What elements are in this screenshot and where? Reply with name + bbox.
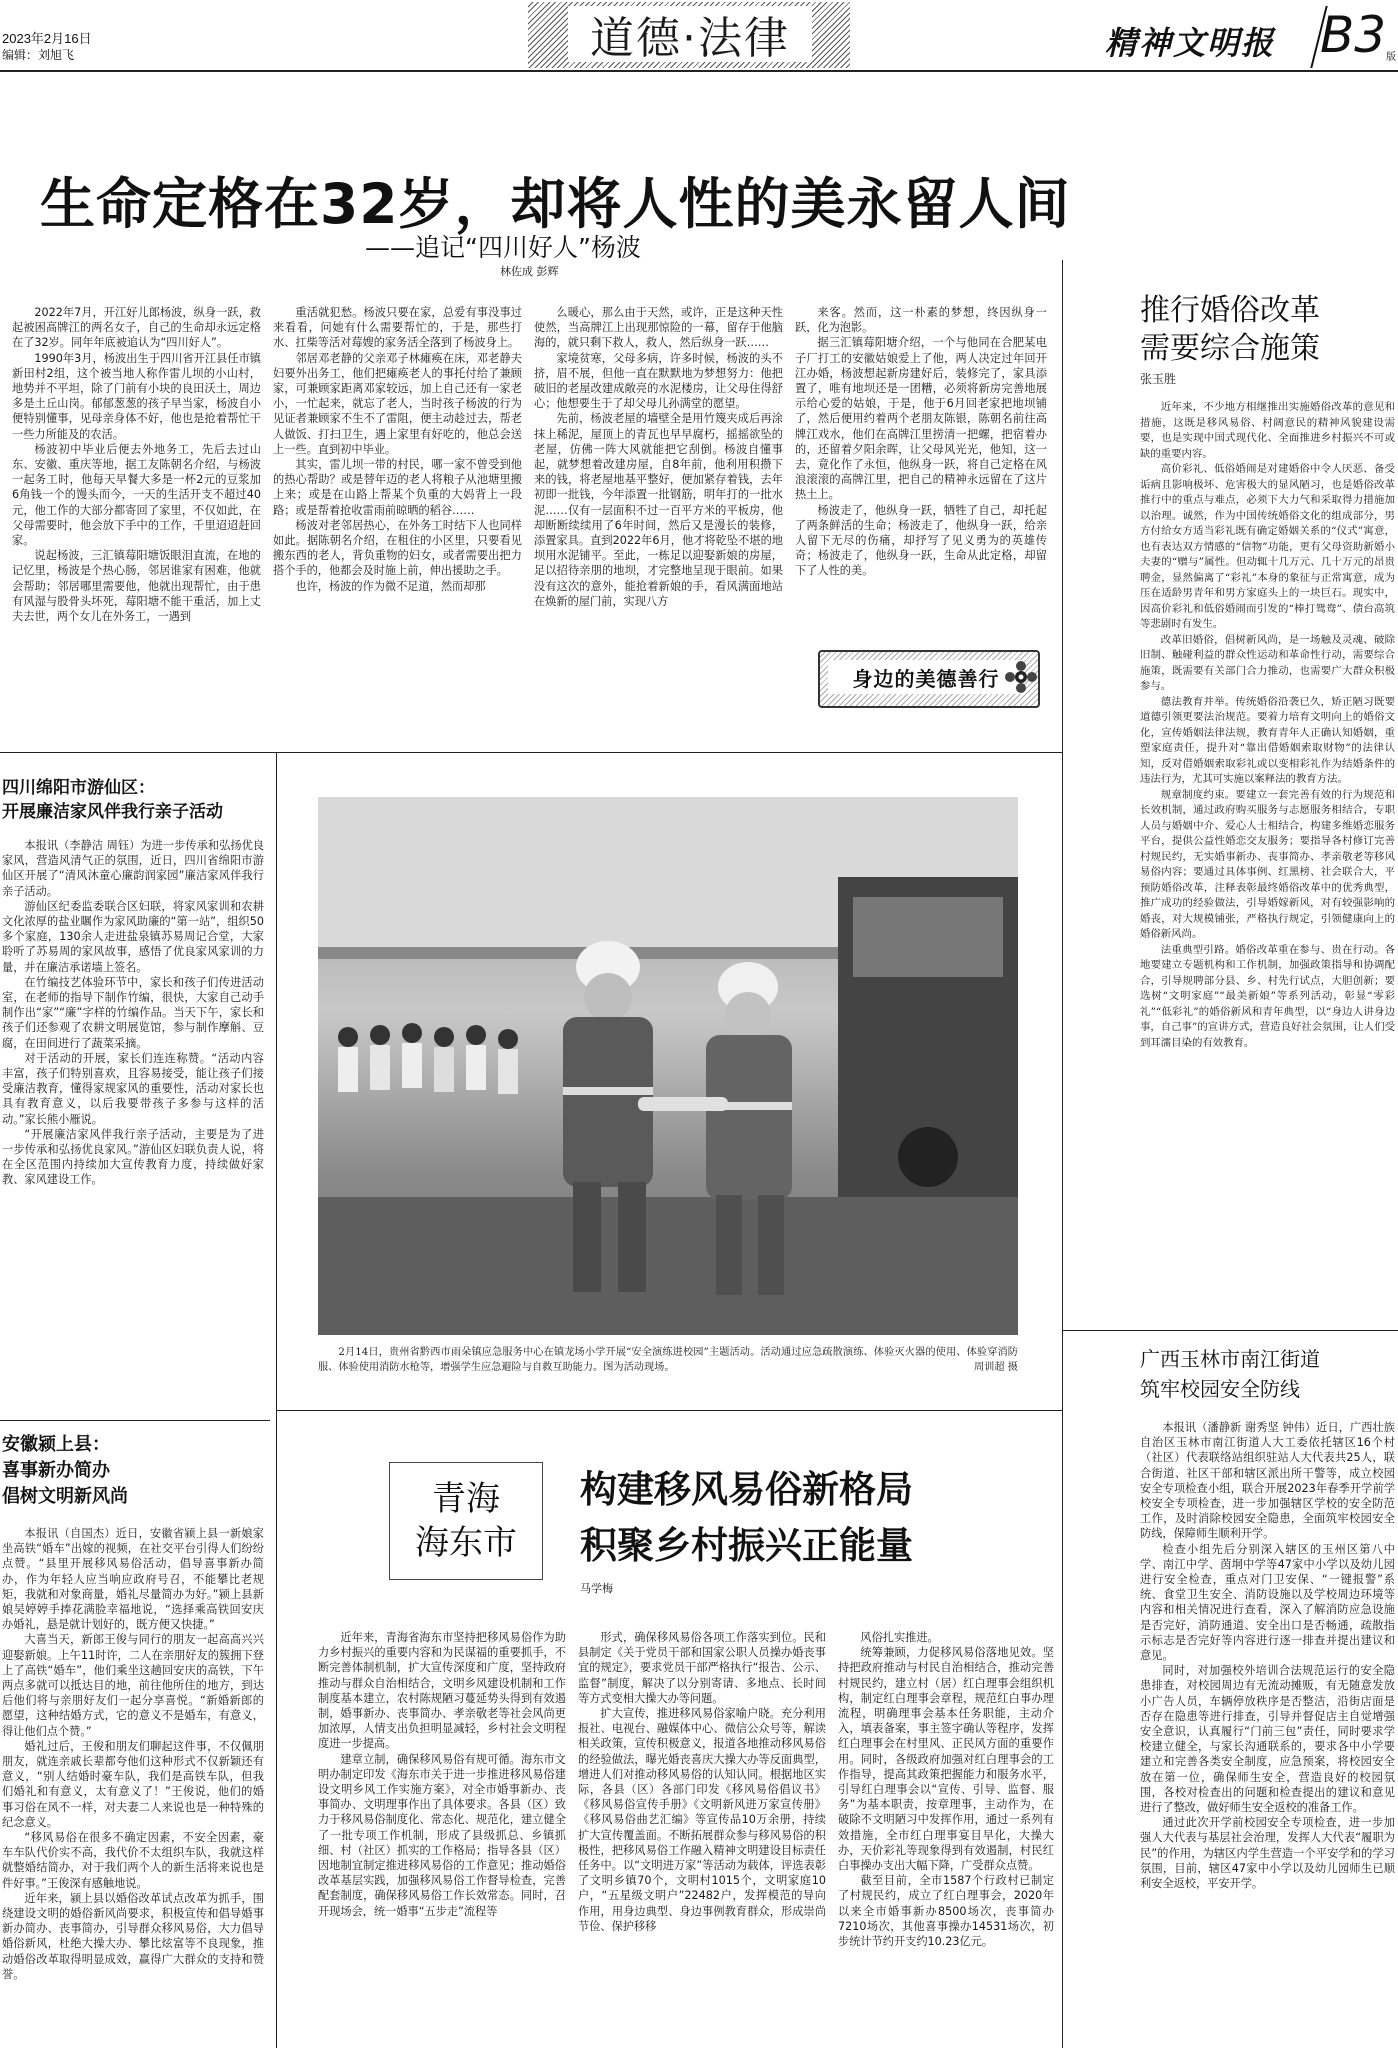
paragraph: 近年来，青海省海东市坚持把移风易俗作为助力乡村振兴的重要内容和为民谋福的重要抓手，不断完善体制机制，扩大宣传深度和广度，坚持政府推动与群众自治相结合，文明乡风建设机制和工作制度基本建立，农村陈规陋习蔓延势头得到有效遏制，婚事新办、丧事简办、孝亲敬老等社会风尚更加浓厚，人情支出负担明显减轻，乡村社会文明程度进一步提高。 [318,1631,566,1751]
issue-date: 2023年2月16日 [2,31,92,46]
main-story-col1 [12,305,261,725]
paragraph: “移风易俗在很多不确定因素，不安全因素，豪车车队代价实不高，我代价不太组织车队，我就这样就整婚结简办，对于我们两个人的新生活将来说也是件好事。”王俊深有感触地说。 [2,1831,264,1890]
paragraph: 么暖心，那么由于天然，或许，正是这种天性使然，当高牌江上出现那惊险的一幕，留存于他脑海的，就只剩下救人，救人，然后纵身一跃…… [534,306,783,350]
left-story1-body [2,838,264,1403]
column-rule-guangxi [1062,1330,1063,2048]
main-byline: 林佐成 彭辉 [500,265,559,278]
qinghai-title-line2: 积聚乡村振兴正能量 [580,1524,913,1567]
qinghai-title [580,1462,1030,1574]
paragraph: 通过此次开学前校园安全专项检查，进一步加强人大代表与基层社会治理，发挥人大代表“履职为民”的作用，为辖区内学生营造一个平安学和的学习氛围，目前，辖区47家中小学以及幼儿园师生已顺利安全返校，平安开学。 [1140,1816,1395,1891]
paragraph: 先前，杨波老屋的墙壁全是用竹篾夹成后再涂抹上稀泥，屋顶上的青瓦也早早腐朽，摇摇欲坠的老屋，仿佛一阵大风就能把它刮倒。杨波自懂事起，就梦想着改建房屋，自8年前，他利用积攒下来的钱，将老屋地基平整好，便加紧存着钱，去年初即一批钱，今年添置一批钢筋，明年打的一批水泥……仅有一层面积不过一百平方米的平板房，他却断断续续用了6年时间，然后又是漫长的装修，添置家具。直到2022年6月，他才将乾坠不堪的地坝用水泥铺平。至此，一栋足以迎娶新娘的房屋，足以招待亲朋的地坝，才完整地呈现于眼前。如果没有这次的意外，能抢着新娘的手，看风满面地站在焕新的屋门前，实现八方 [534,412,783,608]
header-rule [0,70,1398,72]
paragraph: 婚礼过后，王俊和朋友们聊起这件事，不仅佩朋朋友，就连亲戚长辈都夸他们这种形式不仅新颖还有意义，“别人结婚时豪车队，我们是高铁车队，但我们婚礼和有意义，太有意义了！”王俊说，他们的婚事习俗在风不一样，对夫妻二人来说也是一种特殊的纪念意义。 [2,1739,264,1829]
paragraph: 对于活动的开展，家长们连连称赞。“活动内容丰富，孩子们特别喜欢，且容易接受，能让孩子们接受廉洁教育，懂得家规家风的重要性，活动对家长也具有教育意义，以后我要带孩子多参与这样的活动。”家长熊小雁说。 [2,1051,264,1126]
paragraph: 杨波走了，他纵身一跃，牺牲了自己，却托起了两条鲜活的生命；杨波走了，他纵身一跃，给亲人留下无尽的伤痛，却抒写了见义勇为的英雄传奇；杨波走了，他纵身一跃，生命从此定格，却留下了人性的美。 [795,503,1047,578]
paragraph: 德法教育并举。传统婚俗沿袭已久，矫正陋习既要道德引领更要法治规范。要着力培育文明向上的婚俗文化，宣传婚姻法律法规，教育青年人正确认知婚姻，重塑家庭责任，提升对“靠出借婚姻索取财物”的法律认知，反对借婚姻索取彩礼或以变相彩礼作为结婚条件的违法行为，尤其可实施以案释法的教育方法。 [1140,695,1395,785]
caption-text [318,1345,1018,1375]
moral-label-banner [818,650,1040,708]
page-suffix: 版 [1386,52,1396,63]
moral-label: 身边的美德善行 [852,666,1000,691]
qinghai-col2 [578,1630,826,2040]
editor-credit: 编辑：刘旭飞 [2,48,75,62]
paragraph: 建章立制，确保移风易俗有规可循。海东市文明办制定印发《海东市关于进一步推进移风易俗建设文明乡风工作实施方案》，对全市婚事新办、丧事简办、文明理事作出了具体要求。各县（区）致力于移风易俗制度化、常态化、规范化，建立健全了一批专项工作机制，形成了县级抓总、乡镇抓细、村（社区）抓实的工作格局；指导各县（区）因地制宜制定推进移风易俗的工作意见；推动婚俗改革基层实践，加强移风易俗工作督导检查，完善配套制度，确保移风易俗工作长效常态。同时，召开现场会，统一婚事“五步走”流程等 [318,1752,566,1918]
guangxi-title-line1: 广西玉林市南江街道 [1140,1347,1320,1371]
qinghai-title-line1: 构建移风易俗新格局 [580,1468,913,1511]
section-title: 道德·法律 [590,13,790,64]
paragraph: 大喜当天，新郎王俊与同行的朋友一起高高兴兴迎娶新娘。上午11时许，二人在亲朋好友的簇拥下登上了高铁“婚车”，他们乘坐这趟回安庆的高铁，下午两点多就可以抵达目的地，前往他所住的地方，到达后他们将与亲朋好友们一起分享喜悦。“新婚新郎的愿望，这种结婚方式，它的意义不是婚车，有意义，得让他们点个赞。” [2,1633,264,1738]
paragraph: 本报讯（自国杰）近日，安徽省颍上县一新娘家坐高铁“婚车”出嫁的视频，在社交平台引得人们纷纷点赞。“县里开展移风易俗活动，倡导喜事新办简办，作为年轻人应当响应政府号召，不能攀比老规矩，我就和对象商量，婚礼尽量简办为好。”颍上县新娘吴婷婷手捧花满脸幸福地说，“选择乘高铁回安庆办婚礼，悬是就计划好的，既方便又快捷。” [2,1527,264,1632]
left-story1-title-line2: 开展廉洁家风伴我行亲子活动 [2,802,223,822]
main-story-col4 [795,305,1047,635]
paragraph: 说起杨波，三汇镇莓阳塘饭眼泪直流，在地的记忆里，杨波是个热心肠，邻居谁家有困难，他就会帮助；邻居哪里需要他，他就出现帮忙，由于患有风湿与股骨头坏死，莓阳塘不能干重活，加上丈夫去世，两个女儿在外务工，一遇到 [12,549,261,624]
left-story2-body [2,1526,264,2041]
paragraph: 近年来，颍上县以婚俗改革试点改革为抓手，围绕建设文明的婚俗新风尚要求，积极宣传和倡导婚事新办简办、丧事简办，引导群众移风易俗，大力倡导婚俗新风，杜绝大操大办、攀比炫富等不良现象，推动婚俗改革取得明显成效，赢得广大群众的支持和赞誉。 [2,1891,264,1981]
moral-author: 张玉胜 [1140,372,1177,386]
left-story2-title [2,1432,272,1510]
right-column-divider [1062,1330,1398,1331]
paragraph: 2022年7月，开江好儿郎杨波，纵身一跃，救起被困高牌江的两名女子，自己的生命却永远定格在了32岁。同年年底被追认为“四川好人”。 [12,306,261,350]
left-story1-title-line1: 四川绵阳市游仙区： [2,778,155,798]
paragraph: 改革旧婚俗，倡树新风尚，是一场触及灵魂、破除旧制、触碰利益的群众性运动和革命性行动，需要综合施策，既需要有关部门合力推动，也需要广大群众积极参与。 [1140,633,1395,692]
paragraph: 其实，雷儿坝一带的村民，哪一家不曾受到他的热心帮助？或是替年迈的老人将粮子从池塘里搬上来；或是在山路上帮某个负重的大妈背上一段路；或是帮着抢收雷雨前晾晒的稻谷…… [273,458,522,517]
paragraph: 杨波对老邻居热心，在外务工时结下人也同样如此。据陈朝名介绍，在租住的小区里，只要看见搬东西的老人，背负重物的妇女，或者需要出把力搭个手的，他都会及时施上前，伸出援助之手。 [273,518,522,578]
moral-title: 推行婚俗改革需要综合施策 [1140,293,1320,366]
paragraph: 近年来，不少地方相继推出实施婚俗改革的意见和措施，这既是移风易俗、村阔意民的精神风貌建设需要，也是实现中国式现代化、全面推进乡村振兴不可或缺的重要内容。 [1140,401,1395,460]
newspaper-logo: 精神文明报 [1105,24,1276,62]
photo-credit: 周训超 摄 [974,1362,1018,1373]
guangxi-title [1140,1344,1398,1404]
paragraph: 也许，杨波的作为微不足道，然而却那 [295,579,486,593]
left-story2-title-line2: 喜事新办简办 [2,1460,110,1481]
caption-body: 2月14日，贵州省黔西市雨朵镇应急服务中心在镇龙场小学开展“安全演练进校园”主题活动。活动通过应急疏散演练、体验灭火器的使用、体验穿消防服、体验使用消防水枪等，增强学生应急避险与自救互助能力。图为活动现场。 [318,1347,1018,1373]
left-story2-title-line3: 倡树文明新风尚 [2,1486,128,1507]
paragraph: “开展廉洁家风伴我行亲子活动，主要是为了进一步传承和弘扬优良家风。”游仙区妇联负责人说，将在全区范围内持续加大宣传教育力度，持续做好家教、家风建设工作。 [2,1127,264,1187]
paragraph: 家境贫寒，父母多病，许多时候，杨波的头不挤，眉不展，但他一直在默默地为梦想努力：他把破旧的老屋改建成敞亮的水泥楼房，让父母住得舒心；他想要生于了却父母儿孙满堂的愿望。 [534,351,783,411]
left-story-divider [0,1420,270,1421]
paragraph: 来客。然而，这一朴素的梦想，终因纵身一跃，化为泡影。 [795,306,1047,335]
guangxi-body [1140,1420,1395,2042]
paragraph: 在竹编技艺体验环节中，家长和孩子们传进活动室，在老师的指导下制作竹编，很快，大家自己动手制作出“家”“廉”字样的竹编作品。当天下午，家长和孩子们还参观了农耕文明展览馆，参与制作摩斛、豆腐，在田间进行了蔬菜采摘。 [2,975,264,1050]
qinghai-col1 [318,1630,566,2040]
paragraph: 统筹兼顾，力促移风易俗落地见效。坚持把政府推动与村民自治相结合，推动完善村规民约，建立村（居）红白理事会组织机构，制定红白理事会章程，规范红白事办理流程，明确理事会基本任务职能，主动介入，填表备案，事主签字确认等程序，发挥红白理事会在村里风、正民风方面的重要作用。同时，各级政府加强对红白理事会的工作指导，提高其政策把握能力和服务水平，引导红白理事会以“宣传、引导、监督、服务”为基本职责，按章理事，主动作为，在破除不文明陋习中发挥作用，通过一系列有效措施，全市红白理事宴目早化，大操大办，天价彩礼等现象得到有效遏制，村民红白事操办支出大幅下降，广受群众点赞。 [838,1646,1054,1873]
paragraph: 据三汇镇莓阳塘介绍，一个与他同在合肥某电子厂打工的安徽姑娘爱上了他，两人决定过年回开江办婚，杨波想起新房建好后，装修完了，家具添置了，唯有地坝还是一团糟，必须将新房完善地展示给心爱的姑娘，于是，他于6月回老家把地坝铺了，然后便用约着两个老朋友陈银，陈朝名前往高牌江戏水，他们在高牌江里捞清一把螺，把宿着办的，还留着夕阳余晖，让父母风光光，他知，这一去，竟化作了永恒，他纵身一跃，将自己定格在风浪滚滚的高牌江里，把自己的精神永远留在了这片热土上。 [795,336,1047,502]
paragraph: 法重典型引路。婚俗改革重在参与、贵在行动。各地要建立专题机构和工作机制，加强政策指导和协调配合，引导规聘部分县、乡、村先行试点，大胆创新；要选树“文明家庭”“最美新娘”等系列活动，彰显“零彩礼”“低彩礼”的婚俗新风和青年典型，以“身边人讲身边事，自己事”的宣讲方式，营造良好社会氛围，让人们受到耳濡目染的有效教育。 [1140,943,1395,1049]
qinghai-author: 马学梅 [580,1582,613,1595]
paragraph: 本报讯（李静洁 周钰）为进一步传承和弘扬优良家风，营造风清气正的氛围，近日，四川省绵阳市游仙区开展了“清风沐童心廉韵润家园”廉洁家风伴我行亲子活动。 [2,839,264,898]
paragraph: 截至目前，全市1587个行政村已制定了村规民约，成立了红白理事会，2020年以来全市婚事新办8500场次，丧事简办7210场次，其他喜事操办14531场次，初步统计节约开支约10.23亿元。 [838,1874,1054,1949]
paragraph: 杨波初中毕业后便去外地务工，先后去过山东、安徽、重庆等地，据工友陈朝名介绍，与杨波一起务工时，他每天早餐大多是一杯2元的豆浆加6角钱一个的馒头而今，一天的生活开支不超过40元，他工作的大部分都寄回了家里，不仅如此，在父母需要时，他会放下手中的工作，千里迢迢赶回家。 [12,442,261,548]
main-story-col2 [273,305,522,725]
paragraph: 1990年3月，杨波出生于四川省开江县任市镇新田村2组，这个被当地人称作雷儿坝的小山村，地势并不平坦，除了门前有小块的良田沃土，周边多是土丘山岗。郁郁葱葱的孩子早当家，杨波自小便特别懂事，见母亲身体不好，他也是抢着帮忙干一些力所能及的农活。 [12,351,261,441]
left-story1-title [2,776,302,824]
section-title-box [568,6,812,62]
page-number: B3 [1320,6,1387,64]
main-headline: 生命定格在32岁，却将人性的美永留人间 [40,172,1071,236]
paragraph: 本报讯（潘静新 谢秀坚 钟伟）近日，广西壮族自治区玉林市南江街道人大工委依托辖区16个村（社区）代表联络站组织驻站人大代表共25人，联合街道、社区干部和辖区派出所干警等，成立校园安全专项检查小组，联合开展2023年春季开学前学校安全专项检查，进一步加强辖区学校的安全防范工作，及时消除校园安全隐患，全面筑牢校园安全防线，保障师生顺利开学。 [1140,1421,1395,1541]
photo-caption [318,1345,1018,1405]
qinghai-location-line1: 青海 [432,1479,500,1519]
paragraph: 规章制度约束。要建立一套完善有效的行为规范和长效机制，通过政府购买服务与志愿服务相结合，专职人员与婚姻中介、爱心人士相结合，构建多维婚恋服务平台，提供公益性婚恋交友服务；要指导各村修订完善村规民约，无实婚事新办、丧事简办、孝亲敬老等移风易俗内容；要通过具体事例、红黑榜、社会联合大，平预防婚俗改革，注释表彰最终婚俗改革中的优秀典型，推广成功的经验做法，引导婚嫁新风，对有较强影响的婚丧，对大规模铺张，严格执行规定，引领健康向上的婚俗新风尚。 [1140,788,1395,940]
paragraph: 高价彩礼、低俗婚闹是对建婚俗中令人厌恶、备受诟病且影响极坏、危害极大的显风陋习，也是婚俗改革推行中的重点与难点，必须下大力气和采取得力措施加以治理。诚然，作为中国传统婚俗文化的组成部分，男方付给女方适当彩礼既有确定婚姻关系的“仪式”寓意，也有表达双方情感的“信物”功能，更有父母资助新婚小夫妻的“赠与”属性。但动辄十几万元、几十万元的昂贵聘金，显然偏离了“彩礼”本身的象征与正常寓意，成为压在适龄男青年和男方家庭头上的一块巨石。现实中，因高价彩礼和低俗婚闹而引发的“棒打鸳鸯”、债台高筑等悲剧时有发生。 [1140,463,1395,630]
main-story-bottom-rule [0,752,1062,753]
news-photo [318,797,1018,1335]
paragraph: 检查小组先后分别深入辖区的玉州区第八中学、南江中学、茵垌中学等47家中小学以及幼儿园进行安全检查，重点对门卫安保、“一键报警”系统、食堂卫生安全、消防设施以及学校周边环境等内容和相关情况进行查看，深入了解消防应急设施是否完好，消防通道、安全出口是否畅通，疏散指示标志是否完好等内容进行逐一排查并提出建议和意见。 [1140,1542,1395,1663]
guangxi-title-line2: 筑牢校园安全防线 [1140,1377,1300,1401]
main-subtitle: ——追记“四川好人”杨波 [365,233,641,262]
paragraph: 扩大宣传，推进移风易俗家喻户晓。充分利用报社、电视台、融媒体中心、微信公众号等，解读相关政策，宣传积极意义，报道各地推动移风易俗的经验做法，曝光婚丧喜庆大操大办等反面典型，增进人们对推动移风易俗的认知认同。根据地区实际，各县（区）各部门印发《移风易俗倡议书》《移风易俗宣传手册》《文明新风进万家宣传册》《移风易俗曲艺汇编》等宣传品10万余册，持续扩大宣传覆盖面。不断拓展群众参与移风易俗的积极性，把移风易俗工作融入精神文明建设目标责任任务中。以“文明进万家”等活动为载体，评选表彰了文明乡镇70个，文明村1015个，文明家庭10户，“五星级文明户”22482户，发挥模范的导向作用，用身边典型、身边事例教育群众，形成崇尚节俭、保护移移 [578,1707,826,1933]
left-story2-title-line1: 安徽颍上县： [2,1434,110,1455]
page-header [0,0,1398,72]
qinghai-location-line2: 海东市 [415,1523,517,1563]
paragraph: 同时，对加强校外培训合法规范运行的安全隐患排查，对校园周边有无流动摊贩，有无随意发放小广告人员，车辆停放秩序是否整洁，沿街店面是否存在隐患等进行排查，引导并督促店主自觉增强安全意识，认真履行“门前三包”责任，同时要求学校建立健全，与家长沟通联系的，要求各中小学要建立和完善各类安全制度，应急预案，将校园安全放在第一位，确保师生安全，营造良好的校园氛围，各校对检查出的问题和检查提出的建议和意见进行了整改，做好师生安全返校的准备工作。 [1140,1664,1395,1815]
flower-ornament-icon [1004,660,1038,694]
qinghai-col3 [838,1630,1054,2040]
paragraph: 邻居邓老静的父亲邓子林瘫痪在床，邓老静夫妇要外出务工，他们把瘫痪老人的事托付给了兼顾家，可兼顾家距离邓家较远，加上自己还有一家老小，一忙起来，就忘了老人，当时孩子杨波的行为见证者兼顾家不生不了雷阻，便主动趁过去，帮老人做饭、打扫卫生，遇上家里有好吃的，他总会送上一些。直到初中毕业。 [273,351,522,456]
photo-bottom-rule [277,1410,1062,1411]
column-rule-left [276,752,277,2048]
moral-label-box [828,660,1024,694]
paragraph: 游仙区纪委监委联合区妇联，将家风家训和农耕文化浓厚的盐业瞩作为家风助廉的“第一站”，组织50多个家庭，130余人走进盐泉镇苏易周记合堂，大家聆听了苏易周的家风故事，感悟了优良家风家训的力量，并在廉洁承诺墙上签名。 [2,899,264,974]
paragraph: 形式，确保移风易俗各项工作落实到位。民和县制定《关于党员干部和国家公职人员操办婚丧事宜的规定》，要求党员干部严格执行“报告、公示、监督”制度，解决了以分别寄请、多地点、长时间等方式变相大操大办等问题。 [578,1631,826,1705]
qinghai-location-box [389,1462,543,1580]
section-banner [528,2,850,68]
paragraph: 风俗扎实推进。 [860,1631,939,1644]
paragraph: 重活就犯愁。杨波只要在家，总爱有事没事过来看看，问她有什么需要帮忙的，于是，那些打水、扛柴等活对莓嫂的家务活全落到了杨波身上。 [273,306,522,350]
photo-illustration [318,797,1018,1335]
main-story-col3 [534,305,783,725]
